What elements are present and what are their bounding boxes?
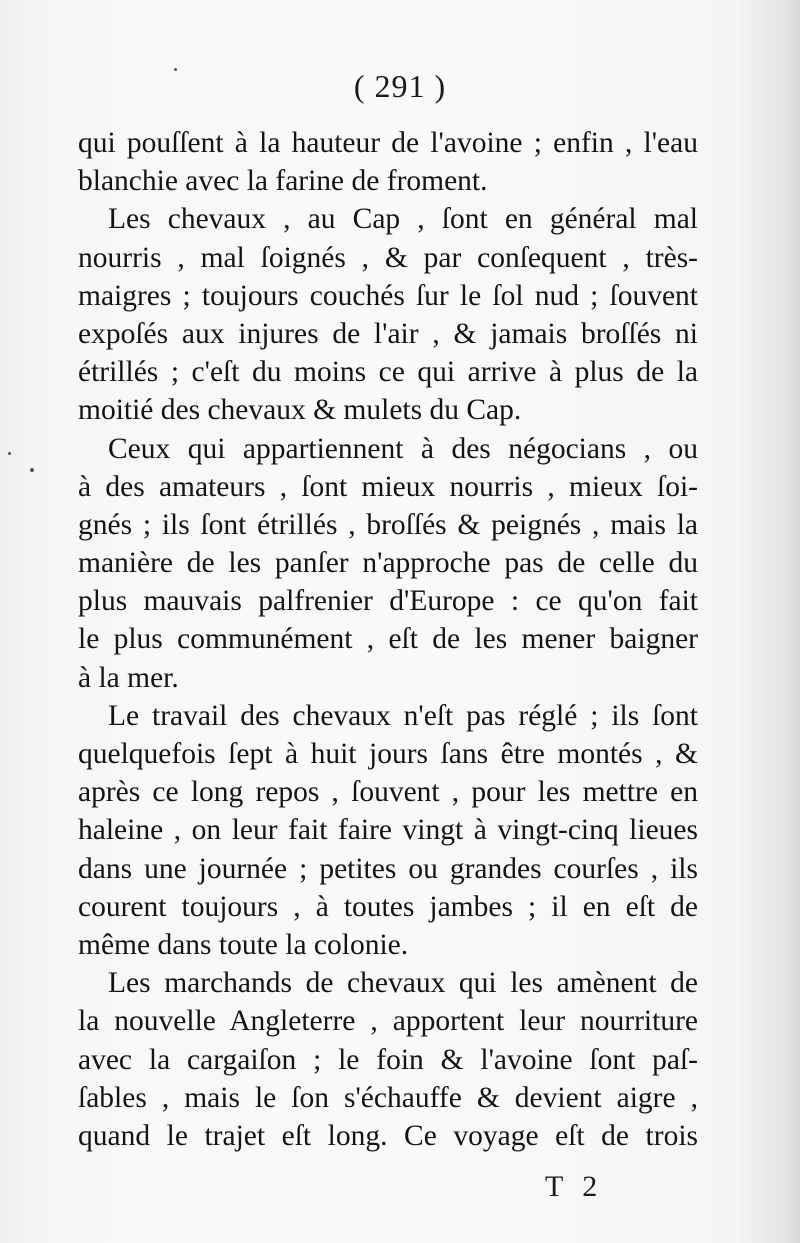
- ink-speck: [8, 452, 11, 455]
- text-line: expoſés aux injures de l'air , & jamais broſſés ni: [78, 317, 698, 350]
- text-line: haleine , on leur fait faire vingt à vingt-cinq lieues: [78, 814, 698, 847]
- text-line: Les marchands de chevaux qui les amènent de: [108, 967, 698, 1000]
- paragraph: [78, 124, 698, 200]
- paragraph: [78, 430, 698, 697]
- text-line: la nouvelle Angleterre , apportent leur nourriture: [78, 1005, 698, 1038]
- text-line: moitié des chevaux & mulets du Cap.: [78, 394, 522, 427]
- paragraph: [78, 964, 698, 1155]
- text-line: courent toujours , à toutes jambes ; il en eſt de: [78, 890, 698, 923]
- signature-mark: T 2: [545, 1170, 604, 1203]
- paragraph: [78, 200, 698, 429]
- text-line: maigres ; toujours couchés ſur le ſol nud ; ſouvent: [78, 279, 698, 312]
- text-line: plus mauvais palfrenier d'Europe : ce qu'on fait: [78, 585, 698, 618]
- text-line: le plus communément , eſt de les mener baigner: [78, 623, 698, 656]
- text-line: qui pouſſent à la hauteur de l'avoine ; enfin , l'eau: [78, 127, 698, 159]
- text-line: gnés ; ils ſont étrillés , broſſés & peignés , mais la: [78, 508, 698, 541]
- text-line: quelquefois ſept à huit jours ſans être montés , &: [78, 738, 698, 770]
- text-line: Les chevaux , au Cap , ſont en général mal: [108, 203, 698, 236]
- text-line: nourris , mal ſoignés , & par conſequent , très-: [78, 241, 698, 274]
- text-line: à des amateurs , ſont mieux nourris , mieux ſoi-: [78, 470, 698, 503]
- body-text: [78, 124, 698, 1155]
- ink-speck: [30, 468, 34, 472]
- text-line: Ceux qui appartiennent à des négocians , ou: [108, 432, 698, 465]
- text-line: dans une journée ; petites ou grandes courſes , ils: [78, 852, 698, 885]
- text-line: blanchie avec la farine de froment.: [78, 165, 488, 198]
- paragraph: [78, 697, 698, 964]
- text-line: quand le trajet eſt long. Ce voyage eſt de trois: [78, 1119, 698, 1152]
- text-line: à la mer.: [78, 661, 179, 694]
- text-line: même dans toute la colonie.: [78, 928, 409, 961]
- text-line: avec la cargaiſon ; le foin & l'avoine ſont paſ-: [78, 1043, 698, 1076]
- text-line: manière de les panſer n'approche pas de celle du: [78, 547, 698, 580]
- text-line: étrillés ; c'eſt du moins ce qui arrive à plus de la: [78, 356, 698, 389]
- text-line: ſables , mais le ſon s'échauffe & devient aigre ,: [78, 1081, 698, 1114]
- page-number: ( 291 ): [353, 68, 447, 104]
- text-line: après ce long repos , ſouvent , pour les mettre en: [78, 776, 698, 809]
- text-line: Le travail des chevaux n'eſt pas réglé ; ils ſont: [108, 699, 698, 732]
